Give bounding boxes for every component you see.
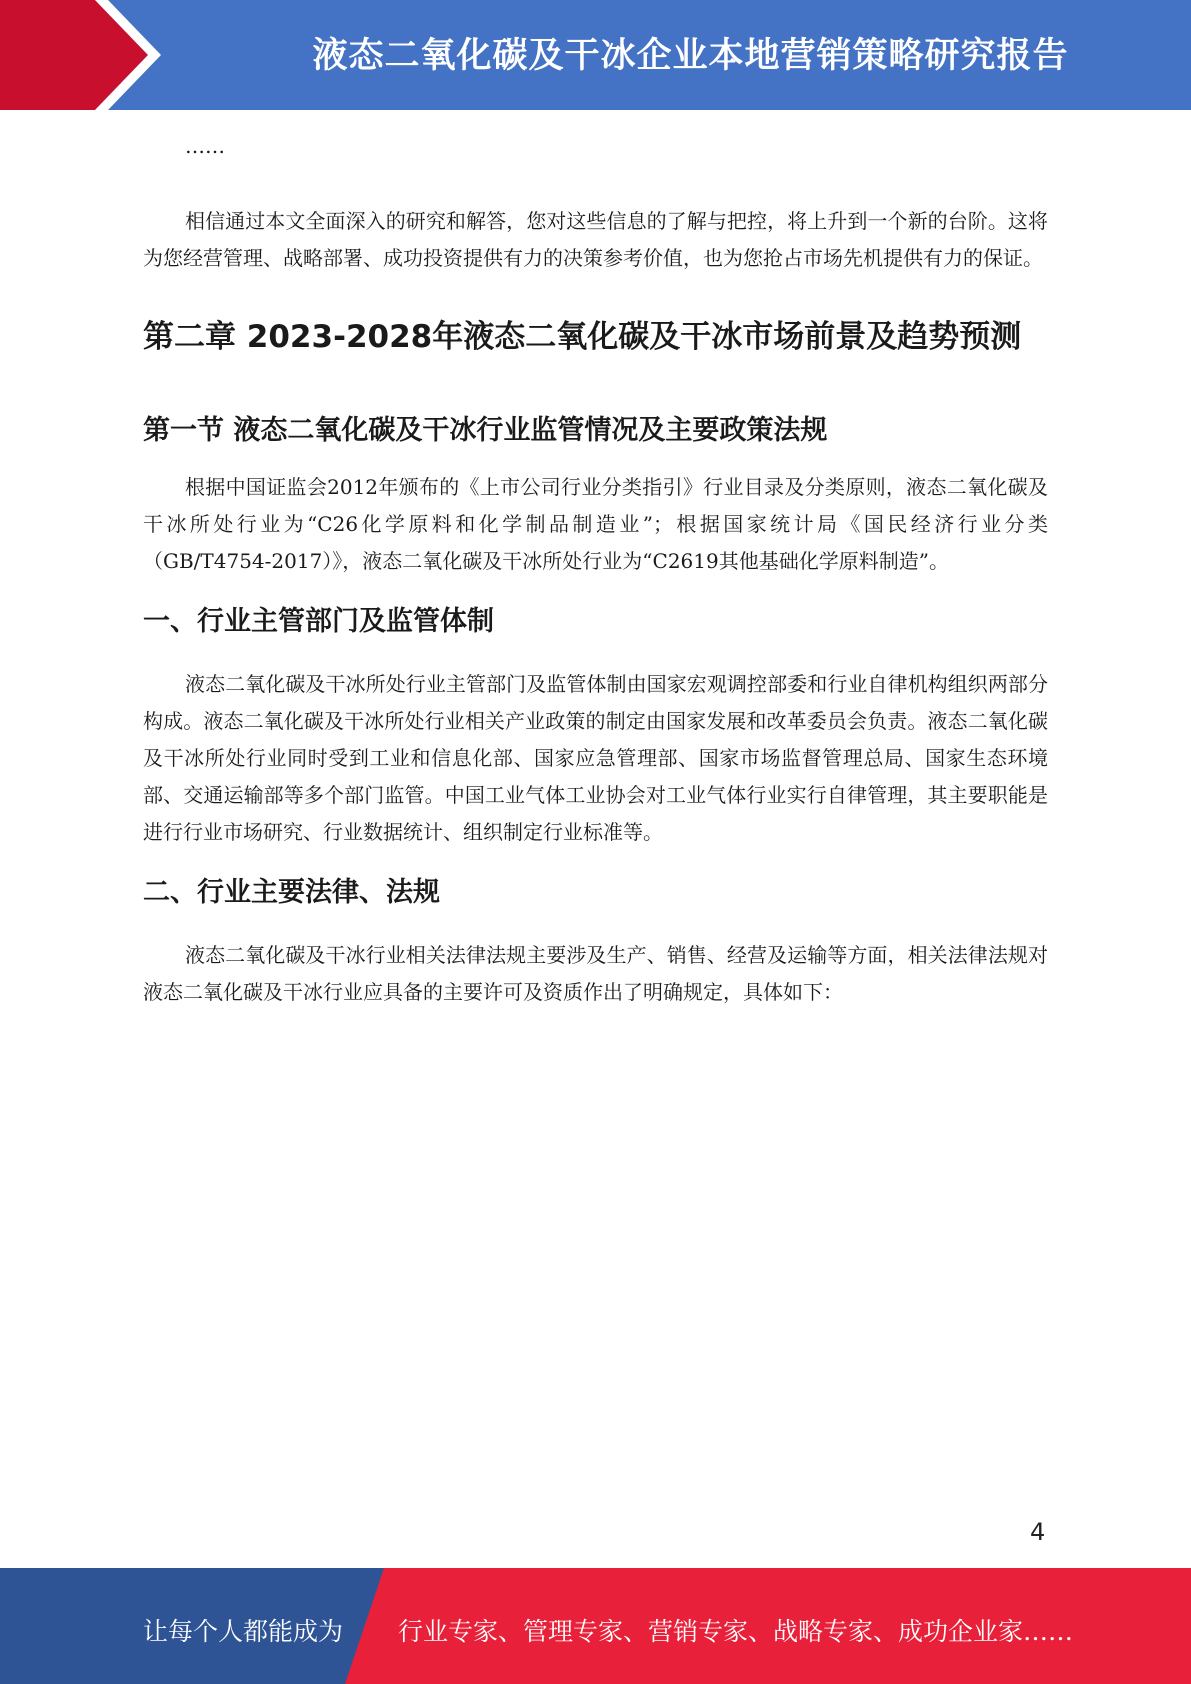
section-title: 第一节 液态二氧化碳及干冰行业监管情况及主要政策法规	[143, 415, 828, 446]
page-content	[143, 128, 1048, 1011]
page-footer	[0, 1568, 1191, 1684]
chapter-title: 第二章 2023-2028年液态二氧化碳及干冰市场前景及趋势预测	[143, 319, 1022, 355]
section-paragraph: 根据中国证监会2012年颁布的《上市公司行业分类指引》行业目录及分类原则，液态二氧化碳及干冰所处行业为“C26化学原料和化学制品制造业”；根据国家统计局《国民经济行业分类（GB/T4754-2017）》，液态二氧化碳及干冰所处行业为“C2619其他基础化学原料制造”。	[143, 475, 1048, 573]
ellipsis-text: ……	[185, 134, 225, 158]
subsection-2-paragraph: 液态二氧化碳及干冰行业相关法律法规主要涉及生产、销售、经营及运输等方面，相关法律法规对液态二氧化碳及干冰行业应具备的主要许可及资质作出了明确规定，具体如下：	[143, 943, 1048, 1004]
report-title: 液态二氧化碳及干冰企业本地营销策略研究报告	[312, 36, 1069, 76]
footer-slogan-right: 行业专家、管理专家、营销专家、战略专家、成功企业家……	[398, 1617, 1074, 1646]
intro-paragraph: 相信通过本文全面深入的研究和解答，您对这些信息的了解与把控，将上升到一个新的台阶。这将为您经营管理、战略部署、成功投资提供有力的决策参考价值，也为您抢占市场先机提供有力的保证。	[143, 209, 1048, 270]
subsection-2-title: 二、行业主要法律、法规	[143, 877, 440, 908]
subsection-1-title: 一、行业主管部门及监管体制	[143, 606, 494, 637]
page-number: 4	[1030, 1518, 1046, 1546]
footer-slogan-left: 让每个人都能成为	[143, 1617, 344, 1646]
subsection-1-paragraph: 液态二氧化碳及干冰所处行业主管部门及监管体制由国家宏观调控部委和行业自律机构组织两部分构成。液态二氧化碳及干冰所处行业相关产业政策的制定由国家发展和改革委员会负责。液态二氧化碳及干冰所处行业同时受到工业和信息化部、国家应急管理部、国家市场监督管理总局、国家生态环境部、交通运输部等多个部门监管。中国工业气体工业协会对工业气体行业实行自律管理，其主要职能是进行行业市场研究、行业数据统计、组织制定行业标准等。	[143, 672, 1048, 844]
page-header	[0, 0, 1191, 110]
